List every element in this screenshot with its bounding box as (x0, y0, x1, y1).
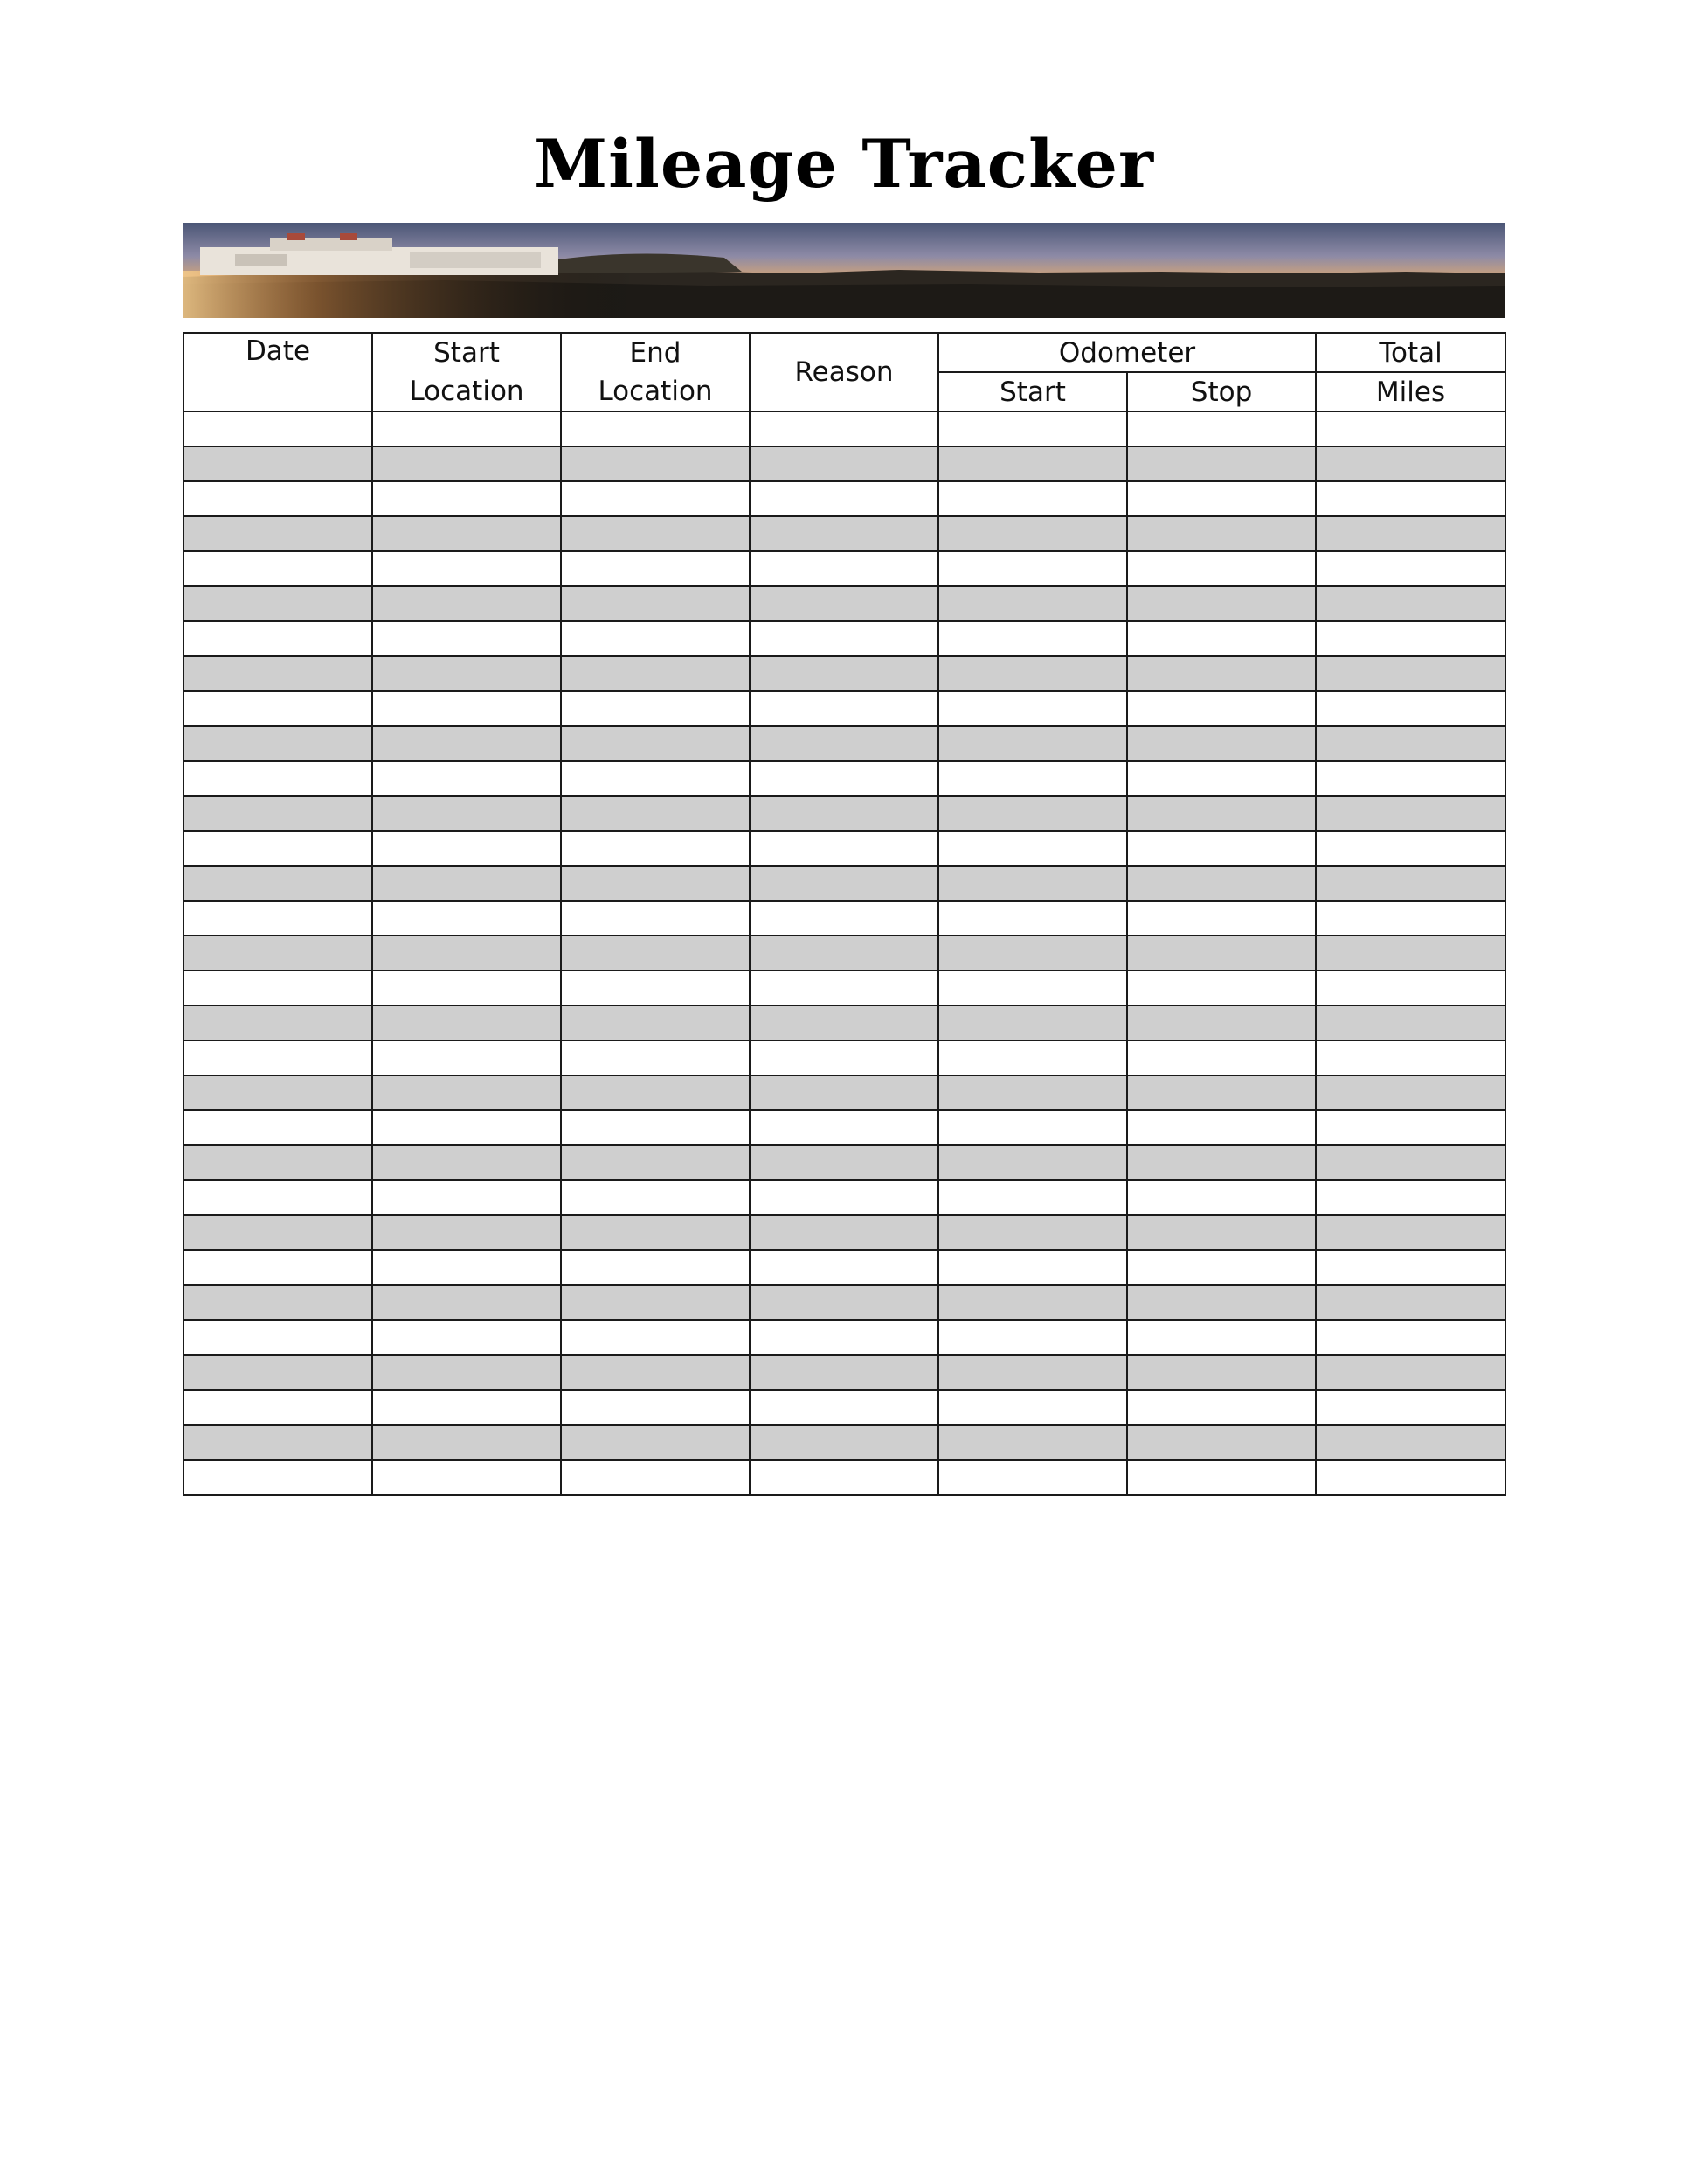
total-miles-cell[interactable] (1316, 831, 1505, 866)
odometer-start-cell[interactable] (938, 516, 1127, 551)
start-location-header (372, 333, 561, 411)
odometer-stop-cell[interactable] (1127, 1320, 1316, 1355)
end-location-header-line-2: Location (598, 376, 713, 407)
reason-cell[interactable] (750, 586, 938, 621)
start-location-cell[interactable] (372, 411, 561, 446)
end-location-cell[interactable] (561, 1425, 750, 1460)
date-cell[interactable] (183, 516, 372, 551)
end-location-cell[interactable] (561, 1145, 750, 1180)
reason-cell[interactable] (750, 831, 938, 866)
odometer-stop-cell[interactable] (1127, 516, 1316, 551)
date-cell[interactable] (183, 621, 372, 656)
date-cell[interactable] (183, 1285, 372, 1320)
odometer-stop-cell[interactable] (1127, 936, 1316, 971)
end-location-cell[interactable] (561, 586, 750, 621)
odometer-stop-cell[interactable] (1127, 1425, 1316, 1460)
start-location-cell[interactable] (372, 971, 561, 1006)
odometer-start-cell[interactable] (938, 1460, 1127, 1495)
odometer-start-cell[interactable] (938, 936, 1127, 971)
reason-cell[interactable] (750, 1040, 938, 1075)
reason-cell[interactable] (750, 1006, 938, 1040)
total-miles-cell[interactable] (1316, 516, 1505, 551)
table-row (183, 516, 1505, 551)
start-location-cell[interactable] (372, 621, 561, 656)
odometer-stop-cell[interactable] (1127, 901, 1316, 936)
date-cell[interactable] (183, 481, 372, 516)
date-cell[interactable] (183, 1110, 372, 1145)
odometer-start-cell[interactable] (938, 1250, 1127, 1285)
table-row (183, 1075, 1505, 1110)
odometer-start-cell[interactable] (938, 761, 1127, 796)
reason-cell[interactable] (750, 1460, 938, 1495)
odometer-start-header: Start (938, 372, 1127, 411)
table-row (183, 1110, 1505, 1145)
reason-cell[interactable] (750, 1355, 938, 1390)
odometer-stop-cell[interactable] (1127, 551, 1316, 586)
total-miles-cell[interactable] (1316, 551, 1505, 586)
end-location-cell[interactable] (561, 411, 750, 446)
reason-cell[interactable] (750, 481, 938, 516)
total-miles-cell[interactable] (1316, 586, 1505, 621)
odometer-stop-cell[interactable] (1127, 796, 1316, 831)
start-location-cell[interactable] (372, 1355, 561, 1390)
start-location-cell[interactable] (372, 481, 561, 516)
odometer-stop-cell[interactable] (1127, 1250, 1316, 1285)
start-location-cell[interactable] (372, 1460, 561, 1495)
end-location-cell[interactable] (561, 1285, 750, 1320)
start-location-cell[interactable] (372, 1075, 561, 1110)
start-location-header-line-2: Location (409, 376, 524, 407)
table-row (183, 796, 1505, 831)
reason-cell[interactable] (750, 1215, 938, 1250)
date-header: Date (183, 333, 372, 411)
odometer-stop-cell[interactable] (1127, 1215, 1316, 1250)
start-location-cell[interactable] (372, 1040, 561, 1075)
odometer-start-cell[interactable] (938, 726, 1127, 761)
date-cell[interactable] (183, 726, 372, 761)
reason-cell[interactable] (750, 1250, 938, 1285)
date-cell[interactable] (183, 936, 372, 971)
date-cell[interactable] (183, 1215, 372, 1250)
total-miles-cell[interactable] (1316, 481, 1505, 516)
date-cell[interactable] (183, 831, 372, 866)
start-location-cell[interactable] (372, 691, 561, 726)
odometer-stop-cell[interactable] (1127, 1180, 1316, 1215)
date-cell[interactable] (183, 1145, 372, 1180)
reason-cell[interactable] (750, 971, 938, 1006)
table-row (183, 726, 1505, 761)
end-location-cell[interactable] (561, 1180, 750, 1215)
date-cell[interactable] (183, 1040, 372, 1075)
odometer-start-cell[interactable] (938, 1320, 1127, 1355)
odometer-start-cell[interactable] (938, 621, 1127, 656)
end-location-cell[interactable] (561, 1320, 750, 1355)
odometer-start-cell[interactable] (938, 1110, 1127, 1145)
odometer-stop-cell[interactable] (1127, 1285, 1316, 1320)
odometer-stop-cell[interactable] (1127, 1075, 1316, 1110)
start-location-cell[interactable] (372, 901, 561, 936)
total-miles-header-line-1: Total (1316, 333, 1505, 372)
end-location-cell[interactable] (561, 1075, 750, 1110)
odometer-start-cell[interactable] (938, 481, 1127, 516)
start-location-cell[interactable] (372, 726, 561, 761)
reason-cell[interactable] (750, 726, 938, 761)
total-miles-cell[interactable] (1316, 726, 1505, 761)
total-miles-cell[interactable] (1316, 621, 1505, 656)
table-row (183, 1006, 1505, 1040)
end-location-cell[interactable] (561, 936, 750, 971)
table-row (183, 901, 1505, 936)
odometer-start-cell[interactable] (938, 1355, 1127, 1390)
total-miles-cell[interactable] (1316, 1460, 1505, 1495)
odometer-stop-cell[interactable] (1127, 1355, 1316, 1390)
total-miles-cell[interactable] (1316, 761, 1505, 796)
reason-cell[interactable] (750, 1320, 938, 1355)
total-miles-cell[interactable] (1316, 1425, 1505, 1460)
date-cell[interactable] (183, 1355, 372, 1390)
date-cell[interactable] (183, 866, 372, 901)
reason-cell[interactable] (750, 1075, 938, 1110)
date-cell[interactable] (183, 1460, 372, 1495)
table-row (183, 866, 1505, 901)
table-row (183, 586, 1505, 621)
reason-cell[interactable] (750, 1180, 938, 1215)
reason-cell[interactable] (750, 1285, 938, 1320)
date-cell[interactable] (183, 586, 372, 621)
odometer-stop-cell[interactable] (1127, 1110, 1316, 1145)
date-cell[interactable] (183, 1180, 372, 1215)
odometer-start-cell[interactable] (938, 551, 1127, 586)
end-location-cell[interactable] (561, 1460, 750, 1495)
end-location-cell[interactable] (561, 831, 750, 866)
start-location-cell[interactable] (372, 446, 561, 481)
date-cell[interactable] (183, 971, 372, 1006)
start-location-cell[interactable] (372, 866, 561, 901)
odometer-stop-cell[interactable] (1127, 831, 1316, 866)
table-row (183, 1425, 1505, 1460)
table-row (183, 411, 1505, 446)
log-body (183, 411, 1505, 1495)
odometer-start-cell[interactable] (938, 1180, 1127, 1215)
end-location-cell[interactable] (561, 1040, 750, 1075)
odometer-start-cell[interactable] (938, 1006, 1127, 1040)
date-cell[interactable] (183, 1320, 372, 1355)
end-location-cell[interactable] (561, 901, 750, 936)
table-row (183, 1040, 1505, 1075)
odometer-stop-cell[interactable] (1127, 1145, 1316, 1180)
table-row (183, 1215, 1505, 1250)
end-location-cell[interactable] (561, 656, 750, 691)
odometer-start-cell[interactable] (938, 1390, 1127, 1425)
odometer-start-cell[interactable] (938, 411, 1127, 446)
reason-cell[interactable] (750, 656, 938, 691)
odometer-stop-header: Stop (1127, 372, 1316, 411)
total-miles-cell[interactable] (1316, 446, 1505, 481)
end-location-header-line-1: End (629, 337, 681, 369)
total-miles-cell[interactable] (1316, 1145, 1505, 1180)
total-miles-cell[interactable] (1316, 1320, 1505, 1355)
start-location-header-line-1: Start (433, 337, 500, 369)
date-cell[interactable] (183, 1250, 372, 1285)
start-location-cell[interactable] (372, 936, 561, 971)
total-miles-cell[interactable] (1316, 1075, 1505, 1110)
table-row (183, 1180, 1505, 1215)
total-miles-cell[interactable] (1316, 1250, 1505, 1285)
end-location-cell[interactable] (561, 726, 750, 761)
odometer-stop-cell[interactable] (1127, 481, 1316, 516)
reason-cell[interactable] (750, 1110, 938, 1145)
start-location-cell[interactable] (372, 1215, 561, 1250)
reason-cell[interactable] (750, 1390, 938, 1425)
total-miles-cell[interactable] (1316, 936, 1505, 971)
end-location-cell[interactable] (561, 1390, 750, 1425)
date-cell[interactable] (183, 901, 372, 936)
end-location-cell[interactable] (561, 761, 750, 796)
odometer-stop-cell[interactable] (1127, 656, 1316, 691)
odometer-start-cell[interactable] (938, 656, 1127, 691)
table-row (183, 971, 1505, 1006)
start-location-cell[interactable] (372, 1006, 561, 1040)
reason-cell[interactable] (750, 516, 938, 551)
total-miles-header-line-2: Miles (1316, 372, 1505, 411)
banner-image (183, 223, 1505, 318)
reason-cell[interactable] (750, 901, 938, 936)
end-location-cell[interactable] (561, 551, 750, 586)
reason-cell[interactable] (750, 621, 938, 656)
total-miles-cell[interactable] (1316, 1355, 1505, 1390)
end-location-cell[interactable] (561, 971, 750, 1006)
table-row (183, 1250, 1505, 1285)
odometer-stop-cell[interactable] (1127, 1040, 1316, 1075)
reason-cell[interactable] (750, 446, 938, 481)
odometer-start-cell[interactable] (938, 971, 1127, 1006)
table-row (183, 1145, 1505, 1180)
table-row (183, 1320, 1505, 1355)
total-miles-cell[interactable] (1316, 796, 1505, 831)
reason-cell[interactable] (750, 551, 938, 586)
reason-cell[interactable] (750, 1145, 938, 1180)
end-location-cell[interactable] (561, 1215, 750, 1250)
end-location-cell[interactable] (561, 866, 750, 901)
odometer-start-cell[interactable] (938, 1075, 1127, 1110)
date-cell[interactable] (183, 796, 372, 831)
start-location-cell[interactable] (372, 796, 561, 831)
date-cell[interactable] (183, 1425, 372, 1460)
table-row (183, 691, 1505, 726)
end-location-cell[interactable] (561, 516, 750, 551)
table-row (183, 936, 1505, 971)
odometer-stop-cell[interactable] (1127, 761, 1316, 796)
end-location-header (561, 333, 750, 411)
date-cell[interactable] (183, 691, 372, 726)
start-location-cell[interactable] (372, 516, 561, 551)
odometer-stop-cell[interactable] (1127, 691, 1316, 726)
total-miles-cell[interactable] (1316, 1006, 1505, 1040)
odometer-start-cell[interactable] (938, 1285, 1127, 1320)
reason-cell[interactable] (750, 411, 938, 446)
table-row (183, 761, 1505, 796)
table-row (183, 656, 1505, 691)
odometer-stop-cell[interactable] (1127, 1460, 1316, 1495)
total-miles-cell[interactable] (1316, 691, 1505, 726)
reason-cell[interactable] (750, 796, 938, 831)
start-location-cell[interactable] (372, 761, 561, 796)
total-miles-cell[interactable] (1316, 1215, 1505, 1250)
odometer-stop-cell[interactable] (1127, 1390, 1316, 1425)
odometer-start-cell[interactable] (938, 796, 1127, 831)
end-location-cell[interactable] (561, 481, 750, 516)
end-location-cell[interactable] (561, 796, 750, 831)
table-row (183, 621, 1505, 656)
total-miles-cell[interactable] (1316, 656, 1505, 691)
odometer-stop-cell[interactable] (1127, 586, 1316, 621)
date-cell[interactable] (183, 446, 372, 481)
reason-cell[interactable] (750, 761, 938, 796)
end-location-cell[interactable] (561, 1006, 750, 1040)
end-location-cell[interactable] (561, 691, 750, 726)
end-location-cell[interactable] (561, 446, 750, 481)
start-location-cell[interactable] (372, 1320, 561, 1355)
reason-header: Reason (750, 333, 938, 411)
odometer-stop-cell[interactable] (1127, 726, 1316, 761)
table-row (183, 1460, 1505, 1495)
date-cell[interactable] (183, 656, 372, 691)
reason-cell[interactable] (750, 691, 938, 726)
date-cell[interactable] (183, 1075, 372, 1110)
table-row (183, 1285, 1505, 1320)
date-cell[interactable] (183, 1390, 372, 1425)
odometer-stop-cell[interactable] (1127, 971, 1316, 1006)
table-row (183, 831, 1505, 866)
odometer-start-cell[interactable] (938, 1040, 1127, 1075)
total-miles-cell[interactable] (1316, 971, 1505, 1006)
odometer-start-cell[interactable] (938, 586, 1127, 621)
total-miles-cell[interactable] (1316, 1390, 1505, 1425)
total-miles-cell[interactable] (1316, 1180, 1505, 1215)
start-location-cell[interactable] (372, 551, 561, 586)
table-row (183, 446, 1505, 481)
odometer-start-cell[interactable] (938, 1145, 1127, 1180)
odometer-start-cell[interactable] (938, 1425, 1127, 1460)
odometer-stop-cell[interactable] (1127, 446, 1316, 481)
odometer-start-cell[interactable] (938, 691, 1127, 726)
reason-cell[interactable] (750, 936, 938, 971)
total-miles-cell[interactable] (1316, 901, 1505, 936)
odometer-stop-cell[interactable] (1127, 411, 1316, 446)
start-location-cell[interactable] (372, 1390, 561, 1425)
start-location-cell[interactable] (372, 1285, 561, 1320)
start-location-cell[interactable] (372, 831, 561, 866)
table-row (183, 1390, 1505, 1425)
odometer-stop-cell[interactable] (1127, 1006, 1316, 1040)
total-miles-cell[interactable] (1316, 866, 1505, 901)
page-title: Mileage Tracker (533, 125, 1155, 203)
reason-cell[interactable] (750, 866, 938, 901)
odometer-start-cell[interactable] (938, 831, 1127, 866)
start-location-cell[interactable] (372, 586, 561, 621)
start-location-cell[interactable] (372, 656, 561, 691)
odometer-start-cell[interactable] (938, 446, 1127, 481)
date-cell[interactable] (183, 551, 372, 586)
table-row (183, 551, 1505, 586)
header-row (183, 333, 1505, 372)
table-row (183, 481, 1505, 516)
start-location-cell[interactable] (372, 1110, 561, 1145)
date-cell[interactable] (183, 1006, 372, 1040)
mileage-log-table (183, 332, 1506, 1496)
total-miles-cell[interactable] (1316, 1040, 1505, 1075)
total-miles-cell[interactable] (1316, 1285, 1505, 1320)
start-location-cell[interactable] (372, 1250, 561, 1285)
odometer-header: Odometer (938, 333, 1316, 372)
odometer-start-cell[interactable] (938, 901, 1127, 936)
date-cell[interactable] (183, 761, 372, 796)
end-location-cell[interactable] (561, 1110, 750, 1145)
end-location-cell[interactable] (561, 1355, 750, 1390)
end-location-cell[interactable] (561, 621, 750, 656)
total-miles-cell[interactable] (1316, 1110, 1505, 1145)
reason-cell[interactable] (750, 1425, 938, 1460)
start-location-cell[interactable] (372, 1145, 561, 1180)
odometer-start-cell[interactable] (938, 1215, 1127, 1250)
start-location-cell[interactable] (372, 1425, 561, 1460)
date-cell[interactable] (183, 411, 372, 446)
odometer-stop-cell[interactable] (1127, 866, 1316, 901)
start-location-cell[interactable] (372, 1180, 561, 1215)
table-row (183, 1355, 1505, 1390)
odometer-stop-cell[interactable] (1127, 621, 1316, 656)
landscape-photo-icon (183, 223, 1505, 318)
end-location-cell[interactable] (561, 1250, 750, 1285)
odometer-start-cell[interactable] (938, 866, 1127, 901)
total-miles-cell[interactable] (1316, 411, 1505, 446)
